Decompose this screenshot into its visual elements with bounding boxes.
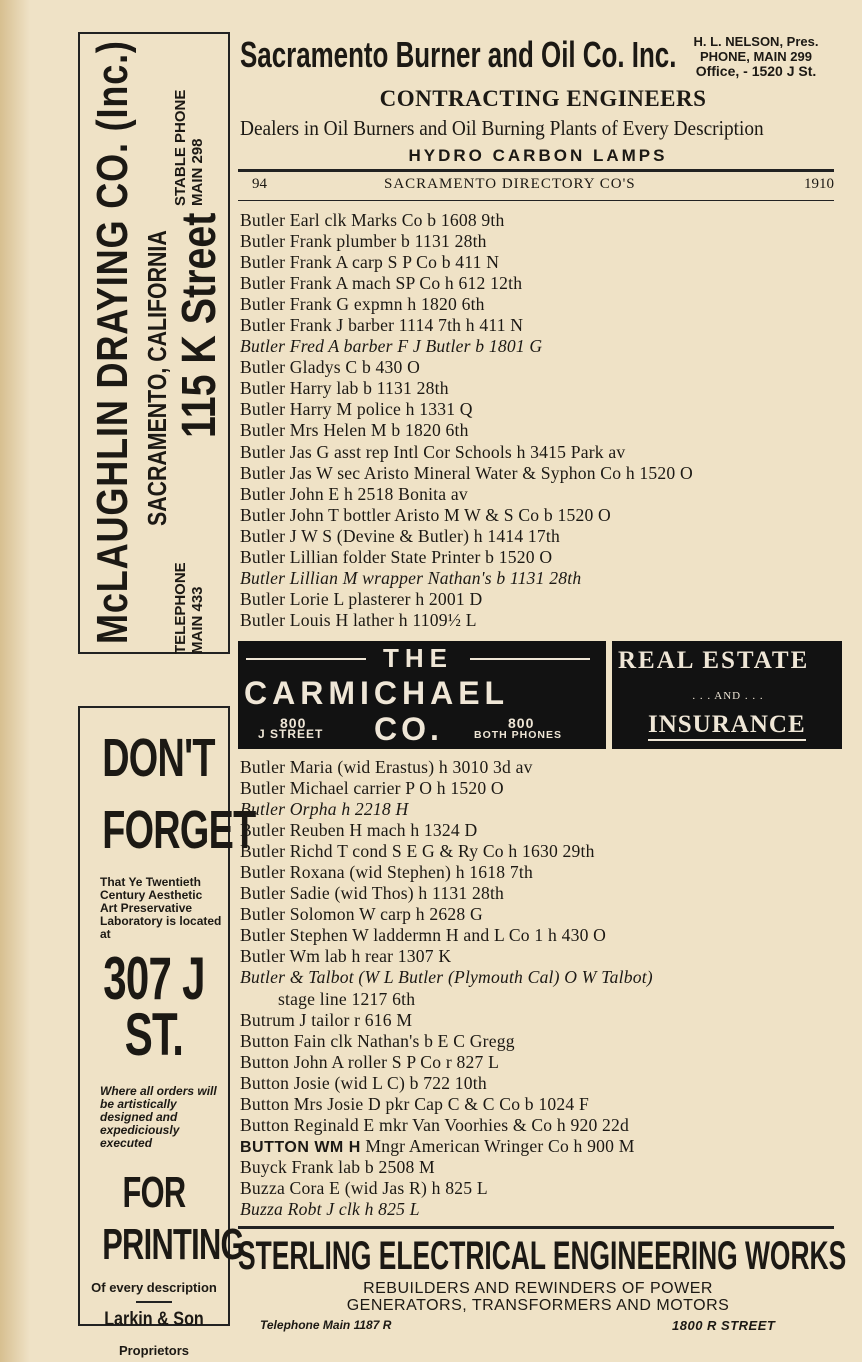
listing-entry <box>240 399 840 420</box>
listing-entry <box>240 989 840 1010</box>
listing-entry-text: Button Reginald E mkr Van Voorhies & Co h 920 22d <box>240 1114 630 1135</box>
carmichael-real-estate: REAL ESTATE <box>618 647 810 674</box>
listing-entry <box>240 210 840 231</box>
listing-entry-text: Butler Lillian folder State Printer b 1520 O <box>240 546 553 567</box>
listing-entry-name-caps: BUTTON WM H <box>240 1138 361 1156</box>
listing-entry <box>240 568 840 589</box>
listing-entry <box>240 505 840 526</box>
listing-entry-text: Mngr American Wringer Co h 900 M <box>360 1135 635 1156</box>
sterling-telephone: Telephone Main 1187 R <box>260 1318 392 1332</box>
listing-entry-text: Buzza Robt J clk h 825 L <box>240 1198 420 1219</box>
carmichael-name: CARMICHAEL <box>244 675 510 711</box>
listing-entry <box>240 610 840 631</box>
listing-entry-text: Buzza Cora E (wid Jas R) h 825 L <box>240 1177 488 1198</box>
listing-entry <box>240 336 840 357</box>
of-every-description: Of every description <box>91 1280 217 1295</box>
listing-entry-text: Butler Roxana (wid Stephen) h 1618 7th <box>240 862 533 883</box>
telephone-label: TELEPHONE <box>172 562 189 654</box>
listing-entry-text: Butler Fred A barber F J Butler b 1801 G <box>240 336 543 357</box>
listing-entry-text: Butler Jas W sec Aristo Mineral Water & Syphon Co h 1520 O <box>240 462 693 483</box>
listing-entry-text: Butler Orpha h 2218 H <box>240 799 409 820</box>
listing-entry <box>240 778 840 799</box>
listing-entry-text: Butler Harry M police h 1331 Q <box>240 399 473 420</box>
mclaughlin-city: SACRAMENTO, CALIFORNIA <box>142 230 172 526</box>
listing-entry-text: Button Mrs Josie D pkr Cap C & C Co b 1024 F <box>240 1093 589 1114</box>
burner-phone: PHONE, MAIN 299 <box>700 49 812 64</box>
larkin-firm: Larkin & Son <box>104 1309 204 1330</box>
burner-contact-block <box>676 34 836 79</box>
listing-entry <box>240 484 840 505</box>
listing-entry-text: Butler Richd T cond S E G & Ry Co h 1630 29th <box>240 841 595 862</box>
listing-entry <box>240 463 840 484</box>
listing-entry-text: Butler Mrs Helen M b 1820 6th <box>240 420 469 441</box>
burner-office: Office, - 1520 J St. <box>695 63 817 79</box>
listing-entry-text: Butler Lorie L plasterer h 2001 D <box>240 588 483 609</box>
mclaughlin-street: 115 K Street <box>173 212 226 438</box>
mclaughlin-advertisement <box>78 32 230 654</box>
listing-entry <box>240 841 840 862</box>
listing-entry <box>240 1136 840 1157</box>
listing-entry-text: stage line 1217 6th <box>278 988 416 1009</box>
listing-entry <box>240 757 840 778</box>
listing-entry-text: Butler Solomon W carp h 2628 G <box>240 904 483 925</box>
burner-company-name: Sacramento Burner and Oil Co. Inc. <box>240 34 677 75</box>
listing-entry-text: Button John A roller S P Co r 827 L <box>240 1051 500 1072</box>
listing-entry <box>240 1115 840 1136</box>
carmichael-number-right: 800 <box>508 715 535 731</box>
listing-entry <box>240 1031 840 1052</box>
listing-entry-text: Butler Lillian M wrapper Nathan's b 1131 28th <box>240 567 582 588</box>
carmichael-advertisement <box>238 641 842 749</box>
listing-entry <box>240 252 840 273</box>
listing-entry <box>240 1094 840 1115</box>
listing-entry-text: Butler J W S (Devine & Butler) h 1414 17th <box>240 525 561 546</box>
listing-entry <box>240 589 840 610</box>
listing-entry <box>240 420 840 441</box>
running-head <box>244 176 834 196</box>
listing-entry <box>240 378 840 399</box>
listing-entry-text: Butler Jas G asst rep Intl Cor Schools h 3415 Park av <box>240 441 626 462</box>
listing-entry-text: Butler Michael carrier P O h 1520 O <box>240 778 504 799</box>
listing-entry <box>240 547 840 568</box>
page-edge <box>0 0 30 1362</box>
listing-entry-text: Butler John T bottler Aristo M W & S Co b 1520 O <box>240 504 611 525</box>
listing-entry <box>240 273 840 294</box>
listing-entry <box>240 442 840 463</box>
listing-entry-text: Butler Frank plumber b 1131 28th <box>240 231 487 252</box>
mclaughlin-name: McLAUGHLIN DRAYING CO. (Inc.) <box>88 40 137 644</box>
sterling-line-1: REBUILDERS AND REWINDERS OF POWER <box>363 1280 713 1297</box>
listing-entry <box>240 799 840 820</box>
listing-entry <box>240 315 840 336</box>
carmichael-street: J STREET <box>258 727 324 741</box>
larkin-divider <box>136 1301 172 1303</box>
listing-entry-text: Button Fain clk Nathan's b E C Gregg <box>240 1030 515 1051</box>
listing-entry-text: Butler Wm lab h rear 1307 K <box>240 946 452 967</box>
listing-entry-text: Butrum J tailor r 616 M <box>240 1009 413 1030</box>
listing-entry <box>240 883 840 904</box>
printing-heading: PRINTING <box>102 1220 244 1269</box>
larkin-proprietors: Proprietors <box>118 1343 190 1358</box>
directory-title: SACRAMENTO DIRECTORY CO'S <box>384 176 636 192</box>
listing-entry <box>240 1178 840 1199</box>
carmichael-divider <box>606 641 612 749</box>
carmichael-the: THE <box>383 643 453 673</box>
sterling-advertisement <box>238 1228 847 1338</box>
listing-entry-text: Butler Reuben H mach h 1324 D <box>240 820 478 841</box>
telephone-number: MAIN 433 <box>189 586 206 654</box>
listing-entry <box>240 946 840 967</box>
directory-listing-upper <box>240 210 840 631</box>
listing-entry-text: Butler & Talbot (W L Butler (Plymouth Cal) O W Talbot) <box>240 967 653 988</box>
listing-entry-text: Butler Harry lab b 1131 28th <box>240 378 449 399</box>
listing-entry <box>240 820 840 841</box>
stable-label: STABLE PHONE <box>172 89 189 206</box>
the-rule-right <box>470 658 590 660</box>
carmichael-insurance: INSURANCE <box>648 711 806 741</box>
listing-entry-text: Butler Gladys C b 430 O <box>240 357 421 378</box>
listing-entry-text: Button Josie (wid L C) b 722 10th <box>240 1072 487 1093</box>
mclaughlin-rotated-content <box>80 34 232 656</box>
sterling-line-2: GENERATORS, TRANSFORMERS AND MOTORS <box>346 1297 730 1314</box>
dont-heading: DON'T <box>102 728 215 788</box>
listing-entry <box>240 357 840 378</box>
listing-entry <box>240 1157 840 1178</box>
listing-entry-text: Butler Frank A mach SP Co h 612 12th <box>240 273 523 294</box>
listing-entry-text: Butler Frank A carp S P Co b 411 N <box>240 252 500 273</box>
listing-entry <box>240 1010 840 1031</box>
carmichael-number-left: 800 <box>280 715 307 731</box>
listing-entry-text: Butler Stephen W laddermn H and L Co 1 h 430 O <box>240 925 607 946</box>
carmichael-phones: BOTH PHONES <box>474 729 563 741</box>
listing-entry <box>240 1052 840 1073</box>
header-rule <box>238 169 834 172</box>
listing-entry-text: Butler Sadie (wid Thos) h 1131 28th <box>240 883 505 904</box>
running-head-rule <box>238 200 834 201</box>
forget-heading: FORGET <box>102 800 256 860</box>
header-advertisement <box>238 28 838 174</box>
listing-entry <box>240 1199 840 1220</box>
listing-entry <box>240 925 840 946</box>
orders-note: Where all orders will be artistically designed and expediciously executed <box>100 1084 217 1150</box>
directory-year: 1910 <box>804 176 834 192</box>
for-heading: FOR <box>122 1168 186 1217</box>
listing-entry-text: Butler Louis H lather h 1109½ L <box>240 609 477 630</box>
larkin-address: 307 J ST. <box>103 945 205 1068</box>
listing-entry <box>240 294 840 315</box>
page-number: 94 <box>252 176 267 192</box>
listing-entry-text: Butler John E h 2518 Bonita av <box>240 483 468 504</box>
listing-entry-text: Butler Frank J barber 1114 7th h 411 N <box>240 315 524 336</box>
listing-entry-text: Butler Maria (wid Erastus) h 3010 3d av <box>240 757 533 777</box>
listing-entry <box>240 1073 840 1094</box>
listing-entry-text: Butler Earl clk Marks Co b 1608 9th <box>240 210 505 230</box>
listing-entry-text: Butler Frank G expmn h 1820 6th <box>240 294 485 315</box>
carmichael-and: . . . AND . . . <box>692 690 764 702</box>
mclaughlin-telephone <box>172 544 206 654</box>
listing-entry-text: Buyck Frank lab b 2508 M <box>240 1156 435 1177</box>
sterling-name: STERLING ELECTRICAL ENGINEERING WORKS <box>238 1234 847 1278</box>
listing-entry <box>240 526 840 547</box>
stable-number: MAIN 298 <box>189 138 206 206</box>
laboratory-intro: That Ye Twentieth Century Aesthetic Art Preservative Laboratory is located at <box>100 875 222 941</box>
burner-officer: H. L. NELSON, Pres. <box>693 34 819 49</box>
listing-entry <box>240 967 840 988</box>
carmichael-co: CO. <box>374 711 443 747</box>
burner-dealers-line: Dealers in Oil Burners and Oil Burning Plants of Every Description <box>240 116 764 140</box>
burner-lamps-line: HYDRO CARBON LAMPS <box>408 146 668 165</box>
listing-entry <box>240 862 840 883</box>
sterling-address: 1800 R STREET <box>672 1318 776 1333</box>
listing-entry <box>240 231 840 252</box>
mclaughlin-stable-phone <box>172 56 206 206</box>
listing-entry <box>240 904 840 925</box>
directory-listing-lower <box>240 757 840 1220</box>
burner-tagline: CONTRACTING ENGINEERS <box>379 86 707 111</box>
larkin-advertisement <box>78 706 256 1358</box>
